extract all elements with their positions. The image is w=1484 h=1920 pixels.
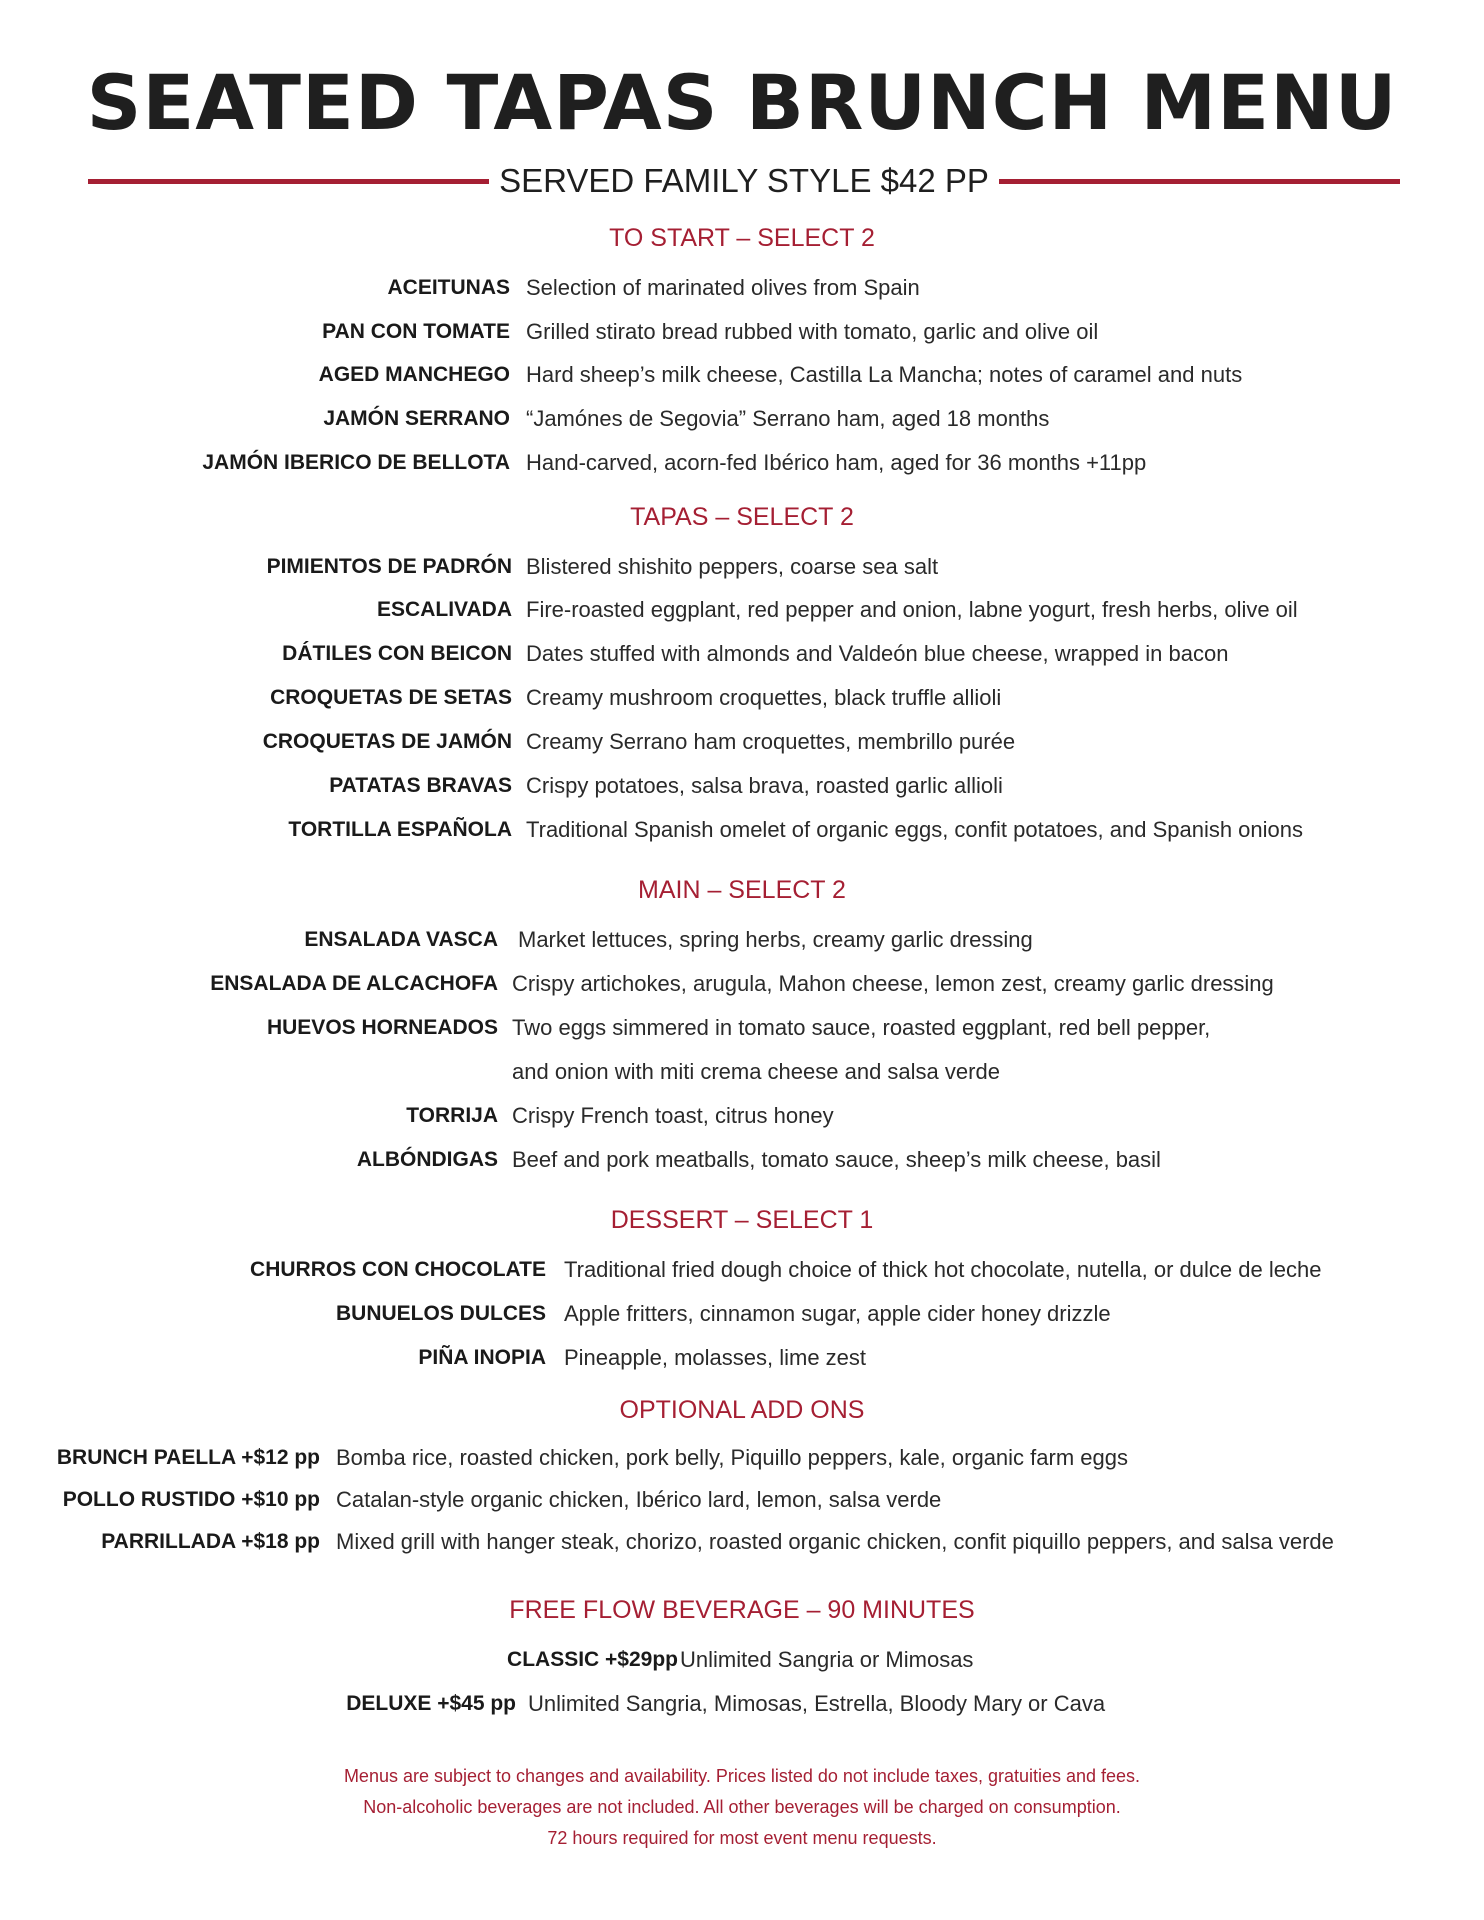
item-description: Traditional Spanish omelet of organic eggs, confit potatoes, and Spanish onions bbox=[526, 817, 1304, 842]
item-name: CLASSIC +$29pp bbox=[507, 1648, 678, 1671]
item-name: ALBÓNDIGAS bbox=[356, 1148, 498, 1171]
menu-item bbox=[0, 770, 1484, 810]
item-name: PARRILLADA +$18 pp bbox=[101, 1530, 320, 1553]
item-name: POLLO RUSTIDO +$10 pp bbox=[62, 1488, 320, 1511]
item-description: Bomba rice, roasted chicken, pork belly, Piquillo peppers, kale, organic farm eggs bbox=[336, 1445, 1128, 1470]
item-description: Crispy artichokes, arugula, Mahon cheese, lemon zest, creamy garlic dressing bbox=[512, 971, 1274, 996]
item-description: Apple fritters, cinnamon sugar, apple cider honey drizzle bbox=[564, 1301, 1111, 1326]
menu-item bbox=[0, 1012, 1484, 1052]
item-description: Crispy potatoes, salsa brava, roasted garlic allioli bbox=[526, 773, 1003, 798]
section-heading-tapas: TAPAS – SELECT 2 bbox=[630, 503, 854, 531]
item-name: PIÑA INOPIA bbox=[418, 1346, 546, 1369]
menu-item bbox=[0, 726, 1484, 766]
item-description: Blistered shishito peppers, coarse sea salt bbox=[526, 554, 939, 579]
item-description: Grilled stirato bread rubbed with tomato, garlic and olive oil bbox=[526, 319, 1099, 344]
item-description: Dates stuffed with almonds and Valdeón blue cheese, wrapped in bacon bbox=[526, 641, 1229, 666]
right-divider bbox=[999, 179, 1400, 184]
item-description: Creamy Serrano ham croquettes, membrillo purée bbox=[526, 729, 1016, 754]
menu-item bbox=[0, 359, 1484, 399]
menu-item bbox=[0, 594, 1484, 634]
item-description: Market lettuces, spring herbs, creamy garlic dressing bbox=[518, 927, 1033, 952]
menu-item bbox=[0, 814, 1484, 854]
menu-item bbox=[0, 924, 1484, 964]
section-heading-beverage: FREE FLOW BEVERAGE – 90 MINUTES bbox=[509, 1596, 975, 1624]
menu-title: SEATED TAPAS BRUNCH MENU bbox=[86, 58, 1398, 147]
menu-item bbox=[0, 403, 1484, 443]
menu-item bbox=[0, 551, 1484, 591]
item-name: DELUXE +$45 pp bbox=[346, 1692, 516, 1715]
menu-item bbox=[0, 1442, 1484, 1482]
menu-item-continuation bbox=[0, 1056, 1484, 1096]
item-description: Hard sheep’s milk cheese, Castilla La Mancha; notes of caramel and nuts bbox=[526, 362, 1243, 387]
item-description: Hand-carved, acorn-fed Ibérico ham, aged for 36 months +11pp bbox=[526, 450, 1147, 475]
item-description: “Jamónes de Segovia” Serrano ham, aged 18 months bbox=[526, 406, 1050, 431]
menu-item bbox=[0, 447, 1484, 487]
menu-item bbox=[0, 1342, 1484, 1382]
item-name: DÁTILES CON BEICON bbox=[282, 642, 512, 665]
section-heading-main: MAIN – SELECT 2 bbox=[638, 876, 846, 904]
item-description: Crispy French toast, citrus honey bbox=[512, 1103, 834, 1128]
item-name: TORRIJA bbox=[406, 1104, 498, 1127]
menu-subtitle: SERVED FAMILY STYLE $42 PP bbox=[499, 162, 989, 199]
item-name: CROQUETAS DE JAMÓN bbox=[262, 730, 512, 753]
menu-item bbox=[0, 1144, 1484, 1184]
item-name: CROQUETAS DE SETAS bbox=[270, 686, 512, 709]
item-name: HUEVOS HORNEADOS bbox=[266, 1016, 498, 1039]
item-description-continued: and onion with miti crema cheese and salsa verde bbox=[512, 1059, 1000, 1084]
item-name: BUNUELOS DULCES bbox=[335, 1302, 546, 1325]
item-name: ENSALADA DE ALCACHOFA bbox=[210, 972, 498, 995]
menu-item bbox=[0, 682, 1484, 722]
item-name: JAMÓN SERRANO bbox=[323, 407, 510, 430]
section-heading-addons: OPTIONAL ADD ONS bbox=[619, 1396, 865, 1424]
item-description: Creamy mushroom croquettes, black truffle allioli bbox=[526, 685, 1002, 710]
item-description: Fire-roasted eggplant, red pepper and onion, labne yogurt, fresh herbs, olive oil bbox=[526, 597, 1298, 622]
item-description: Pineapple, molasses, lime zest bbox=[564, 1345, 867, 1370]
menu-item bbox=[0, 1484, 1484, 1524]
subtitle-row bbox=[88, 156, 1400, 206]
item-name: PATATAS BRAVAS bbox=[329, 774, 512, 797]
item-name: BRUNCH PAELLA +$12 pp bbox=[56, 1446, 320, 1469]
section-heading-dessert: DESSERT – SELECT 1 bbox=[610, 1206, 874, 1234]
item-description: Traditional fried dough choice of thick hot chocolate, nutella, or dulce de leche bbox=[564, 1257, 1322, 1282]
item-name: ACEITUNAS bbox=[387, 276, 510, 299]
item-name: ENSALADA VASCA bbox=[304, 928, 498, 951]
item-description: Beef and pork meatballs, tomato sauce, sheep’s milk cheese, basil bbox=[512, 1147, 1161, 1172]
menu-item bbox=[0, 1688, 1484, 1728]
item-name: ESCALIVADA bbox=[377, 598, 512, 621]
item-description: Catalan-style organic chicken, Ibérico lard, lemon, salsa verde bbox=[336, 1487, 942, 1512]
menu-item bbox=[0, 1100, 1484, 1140]
menu-item bbox=[0, 1254, 1484, 1294]
item-name: AGED MANCHEGO bbox=[318, 363, 510, 386]
menu-item bbox=[0, 272, 1484, 312]
menu-item bbox=[0, 1526, 1484, 1566]
footer-note: Non-alcoholic beverages are not included. All other beverages will be charged on consumption. bbox=[363, 1797, 1121, 1817]
item-description: Selection of marinated olives from Spain bbox=[526, 275, 920, 300]
menu-item bbox=[0, 1644, 1484, 1684]
menu-item bbox=[0, 316, 1484, 356]
section-heading-start: TO START – SELECT 2 bbox=[609, 224, 875, 252]
item-description: Unlimited Sangria, Mimosas, Estrella, Bloody Mary or Cava bbox=[528, 1691, 1106, 1716]
item-name: PIMIENTOS DE PADRÓN bbox=[266, 555, 512, 578]
item-name: PAN CON TOMATE bbox=[322, 320, 510, 343]
item-name: JAMÓN IBERICO DE BELLOTA bbox=[202, 451, 510, 474]
item-description: Two eggs simmered in tomato sauce, roasted eggplant, red bell pepper, bbox=[512, 1015, 1211, 1040]
item-description: Mixed grill with hanger steak, chorizo, roasted organic chicken, confit piquillo peppers, and salsa verde bbox=[336, 1529, 1334, 1554]
menu-item bbox=[0, 968, 1484, 1008]
footer-note: Menus are subject to changes and availability. Prices listed do not include taxes, gratuities and fees. bbox=[343, 1766, 1141, 1786]
item-description: Unlimited Sangria or Mimosas bbox=[680, 1647, 974, 1672]
footer-note: 72 hours required for most event menu requests. bbox=[547, 1828, 937, 1848]
menu-item bbox=[0, 1298, 1484, 1338]
item-name: CHURROS CON CHOCOLATE bbox=[250, 1258, 546, 1281]
menu-item bbox=[0, 638, 1484, 678]
left-divider bbox=[88, 179, 489, 184]
item-name: TORTILLA ESPAÑOLA bbox=[288, 818, 512, 841]
